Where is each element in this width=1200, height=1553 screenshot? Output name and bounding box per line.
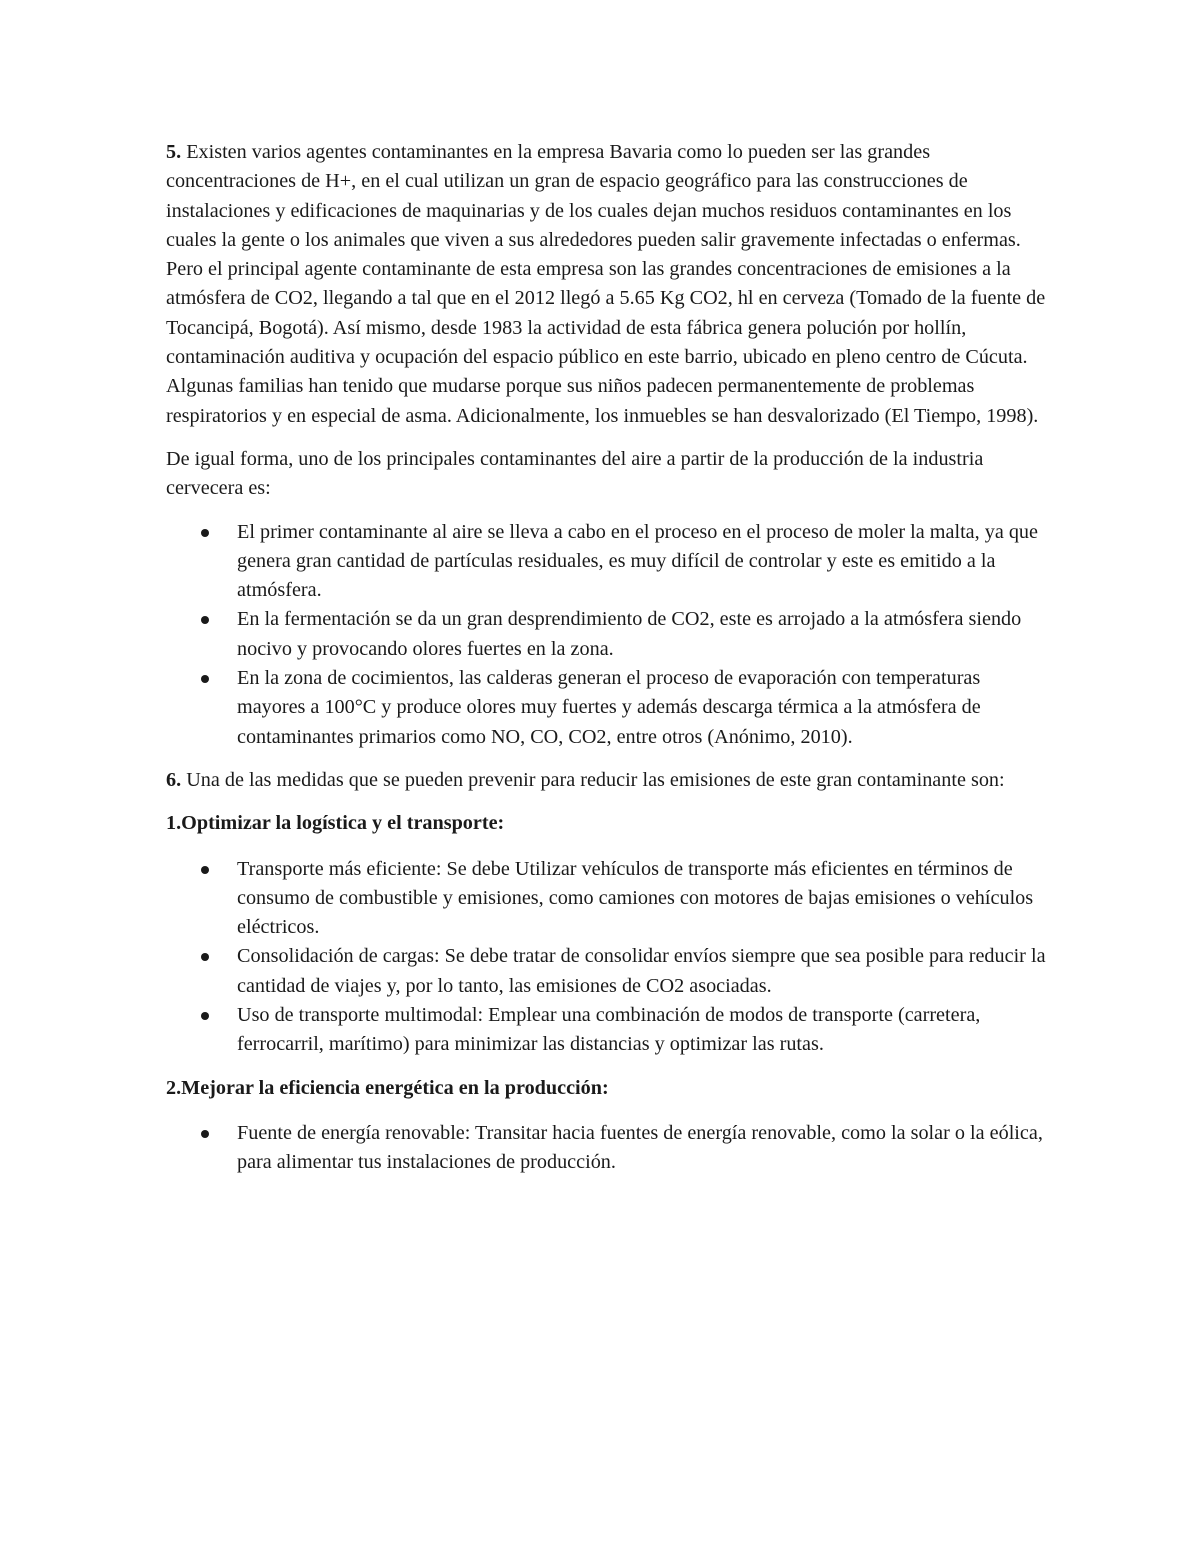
list-item [166, 1001, 1046, 1060]
pollutants-list [166, 518, 1046, 752]
list-item-text: En la zona de cocimientos, las calderas generan el proceso de evaporación con temperaturas mayores a 100°C y produce olores muy fuertes y además descarga térmica a la atmósfera de contaminantes primarios como NO, CO, CO2, entre otros (Anónimo, 2010). [237, 667, 981, 748]
logistics-heading: 1.Optimizar la logística y el transporte: [166, 812, 505, 835]
logistics-list [166, 855, 1046, 1060]
list-item [166, 942, 1046, 1001]
bullet-icon [201, 616, 209, 624]
bullet-icon [201, 866, 209, 874]
list-item [166, 664, 1046, 752]
document-page [166, 138, 1046, 1192]
energy-list [166, 1119, 1046, 1178]
energy-heading: 2.Mejorar la eficiencia energética en la producción: [166, 1076, 609, 1099]
list-item-text: Uso de transporte multimodal: Emplear una combinación de modos de transporte (carretera, ferrocarril, marítimo) para minimizar las distancias y optimizar las rutas. [237, 1004, 981, 1056]
bullet-icon [201, 953, 209, 961]
section-6-number: 6. [166, 768, 182, 791]
list-item [166, 605, 1046, 664]
section-5-number: 5. [166, 141, 182, 163]
list-item [166, 518, 1046, 606]
list-item-text: Fuente de energía renovable: Transitar hacia fuentes de energía renovable, como la solar o la eólica, para alimentar tus instalaciones de producción. [237, 1121, 1043, 1174]
section-5-text: Existen varios agentes contaminantes en la empresa Bavaria como lo pueden ser las grandes concentraciones de H+, en el cual utilizan un gran de espacio geográfico para las construcciones de instalaciones y edificaciones de maquinarias y de los cuales dejan muchos residuos contaminantes en los cuales la gente o los animales que viven a sus alrededores pueden salir gravemente infectadas o enfermas. Pero el principal agente contaminante de esta empresa son las grandes concentraciones de emisiones a la atmósfera de CO2, llegando a tal que en el 2012 llegó a 5.65 Kg CO2, hl en cerveza (Tomado de la fuente de Tocancipá, Bogotá). Así mismo, desde 1983 la actividad de esta fábrica genera polución por hollín, contaminación auditiva y ocupación del espacio público en este barrio, ubicado en pleno centro de Cúcuta. Algunas familias han tenido que mudarse porque sus niños padecen permanentemente de problemas respiratorios y en especial de asma. Adicionalmente, los inmuebles se han desvalorizado (El Tiempo, 1998). [166, 141, 1046, 427]
pollutants-intro: De igual forma, uno de los principales contaminantes del aire a partir de la producción de la industria cervecera es: [166, 447, 984, 500]
list-item [166, 1119, 1046, 1178]
list-item-text: Consolidación de cargas: Se debe tratar de consolidar envíos siempre que sea posible para reducir la cantidad de viajes y, por lo tanto, las emisiones de CO2 asociadas. [237, 945, 1046, 997]
list-item-text: El primer contaminante al aire se lleva a cabo en el proceso en el proceso de moler la malta, ya que genera gran cantidad de partículas residuales, es muy difícil de controlar y este es emitido a la atmósfera. [237, 520, 1038, 602]
bullet-icon [201, 1012, 209, 1020]
list-item-text: Transporte más eficiente: Se debe Utilizar vehículos de transporte más eficientes en términos de consumo de combustible y emisiones, como camiones con motores de bajas emisiones o vehículos eléctricos. [237, 857, 1034, 939]
bullet-icon [201, 1130, 209, 1138]
section-6-paragraph [166, 766, 1046, 795]
bullet-icon [201, 675, 209, 683]
bullet-icon [201, 529, 209, 537]
section-5-paragraph [166, 138, 1046, 431]
list-item-text: En la fermentación se da un gran desprendimiento de CO2, este es arrojado a la atmósfera siendo nocivo y provocando olores fuertes en la zona. [237, 608, 1022, 660]
section-6-text: Una de las medidas que se pueden prevenir para reducir las emisiones de este gran contaminante son: [181, 768, 1005, 791]
list-item [166, 855, 1046, 943]
